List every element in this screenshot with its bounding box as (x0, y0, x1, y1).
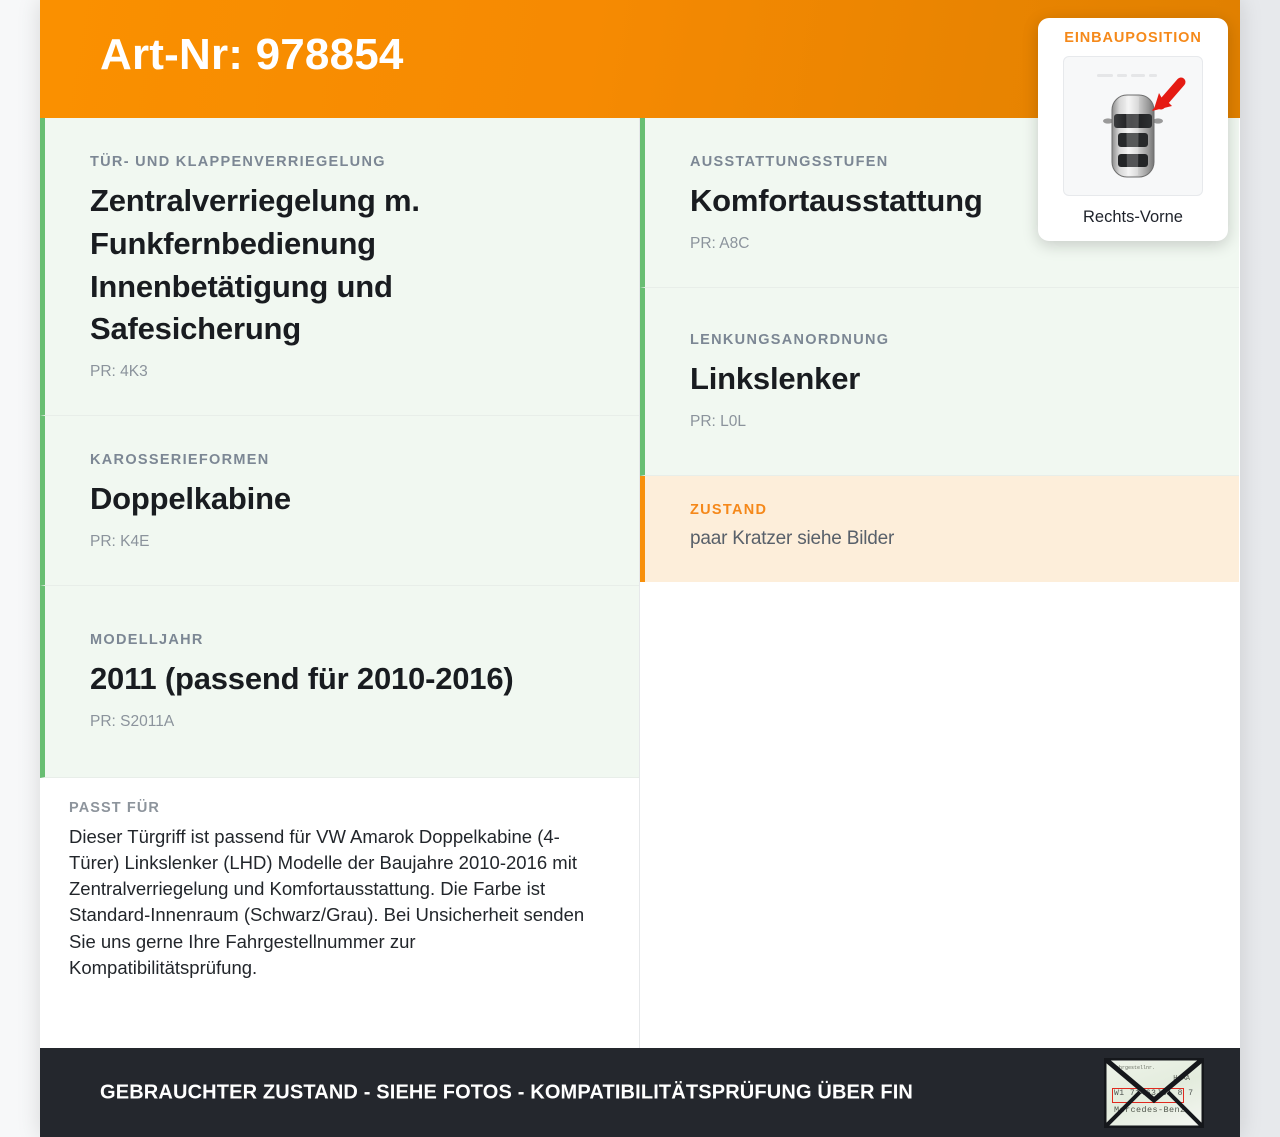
einbauposition-card[interactable] (1038, 18, 1228, 241)
spec-label: MODELLJAHR (90, 631, 204, 648)
spec-pr-code: PR: L0L (690, 412, 747, 430)
spec-label: KAROSSERIEFORMEN (90, 452, 270, 469)
passt-fuer-text: Dieser Türgriff ist passend für VW Amarok Doppelkabine (4-Türer) Linkslenker (LHD) Modelle der Baujahre 2010-2016 mit Zentralverriegelung und Komfortausstattung. Die Farbe ist Standard-Innenraum (Schwarz/Grau). Bei Unsicherheit senden Sie uns gerne Ihre Fahrgestellnummer zur Kompatibilitätsprüfung. (69, 825, 585, 978)
spec-card-modelljahr[interactable] (40, 586, 639, 778)
zustand-label: ZUSTAND (690, 501, 768, 518)
spec-value: Komfortausstattung (690, 183, 983, 218)
left-column (40, 118, 640, 1048)
spec-value: Linkslenker (690, 360, 861, 396)
zustand-value: paar Kratzer siehe Bilder (690, 527, 895, 549)
spec-card-tuer-klappenverriegelung[interactable] (40, 118, 639, 416)
spec-value: 2011 (passend für 2010-2016) (90, 660, 514, 696)
spec-label: LENKUNGSANORDNUNG (690, 331, 890, 348)
footer-notice: GEBRAUCHTER ZUSTAND - SIEHE FOTOS - KOMPATIBILITÄTSPRÜFUNG ÜBER FIN (100, 1081, 913, 1103)
right-column (640, 118, 1239, 1048)
passt-fuer-label: PASST FÜR (69, 799, 160, 816)
vin-text: W1 71463J31 8 7 (1114, 1088, 1194, 1098)
spec-card-lenkungsanordnung[interactable] (640, 288, 1239, 476)
spec-value: Doppelkabine (90, 481, 291, 517)
document-brand: Mercedes-Benz (1114, 1104, 1186, 1115)
page-title: Art-Nr: 978854 (100, 30, 404, 79)
vehicle-document (1104, 1058, 1204, 1128)
car-top-view-icon (1063, 56, 1203, 196)
spec-pr-code: PR: 4K3 (90, 363, 148, 381)
spec-label: TÜR- UND KLAPPENVERRIEGELUNG (90, 154, 386, 170)
zustand-card[interactable] (640, 476, 1239, 583)
spec-columns (40, 118, 1240, 1048)
spec-card-karosserieformen[interactable] (40, 416, 639, 586)
spec-pr-code: PR: K4E (90, 532, 150, 550)
footer-bar (40, 1048, 1240, 1137)
einbauposition-caption: Rechts-Vorne (1083, 208, 1183, 226)
einbauposition-label: EINBAUPOSITION (1064, 30, 1202, 46)
envelope-document-icon (1094, 1052, 1214, 1134)
document-heading: Fahrgestellnr. (1113, 1064, 1156, 1071)
spec-pr-code: PR: S2011A (90, 712, 175, 730)
spec-pr-code: PR: A8C (690, 234, 750, 252)
passt-fuer-block (40, 778, 639, 1012)
spec-label: AUSSTATTUNGSSTUFEN (690, 154, 889, 170)
document-side-code: H AA (1173, 1074, 1190, 1083)
product-spec-sheet (40, 0, 1240, 1137)
spec-value: Zentralverriegelung m. Funkfernbedienung Innenbetätigung und Safesicherung (90, 183, 420, 347)
